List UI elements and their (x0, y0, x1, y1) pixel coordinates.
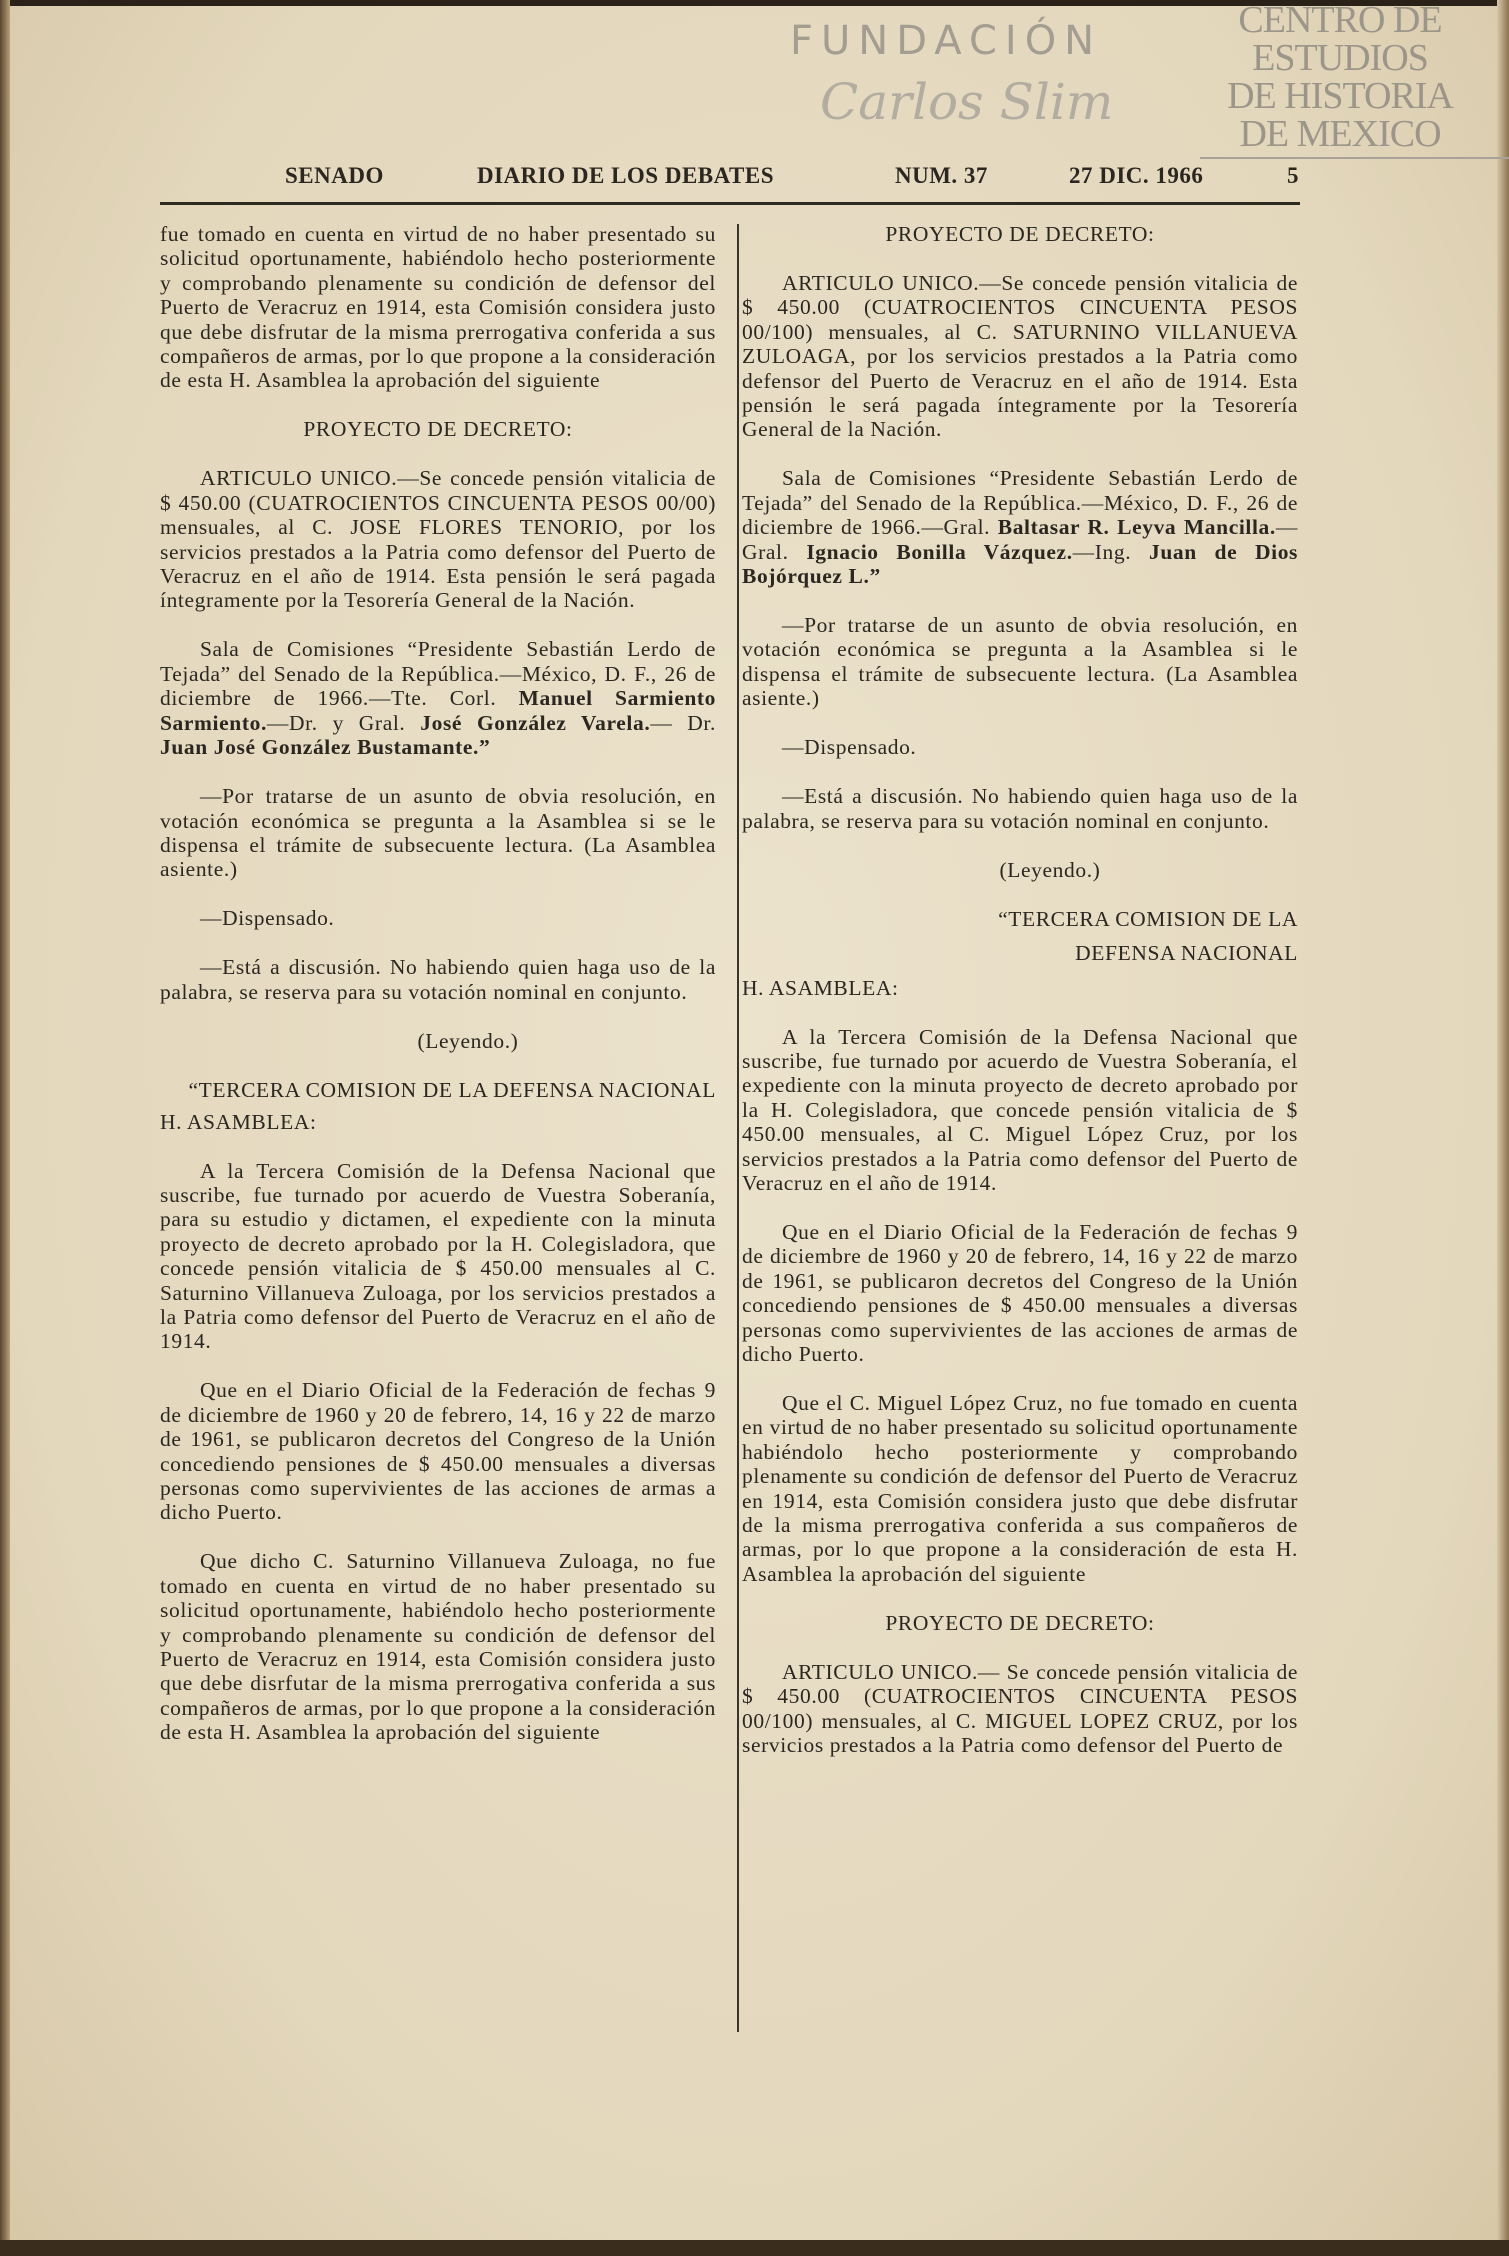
signatory-name: José González Varela. (420, 710, 651, 735)
text-run: Que el C. Miguel López Cruz, no fue tomado en cuenta en virtud de no haber presentado su solicitud oportunamente habiéndolo hecho posteriormente y comprobando plenamente su condición de defensor del Puerto de Veracruz en 1914, esta Comisión considera justo que debe disfrutar de la misma prerrogativa conferida a sus compañeros de armas, por lo que propone a la consideración de esta H. Asamblea la aprobación del siguiente (742, 1390, 1298, 1586)
paragraph (160, 906, 716, 930)
watermark-line: DE MEXICO (1239, 113, 1441, 155)
text-run: Sala de Comisiones “Presidente Sebastián Lerdo de Tejada” del Senado de la República.—México, D. F., 26 de diciembre de 1966.—Tte. Corl. (160, 637, 716, 711)
paragraph (742, 1391, 1298, 1586)
text-run: Que en el Diario Oficial de la Federación de fechas 9 de diciembre de 1960 y 20 de febrero, 14, 16 y 22 de marzo de 1961, se publicaron decretos del Congreso de la Unión concediendo pensiones de $ 450.00 mensuales a diversas personas como supervivientes de las acciones de armas de dicho Puerto. (742, 1219, 1298, 1366)
header-number: NUM. 37 (895, 163, 988, 188)
text-run: “TERCERA COMISION DE LA (998, 906, 1298, 931)
text-run: Sala de Comisiones “Presidente Sebastián Lerdo de Tejada” del Senado de la República.—México, D. F., 26 de diciembre de 1966.—Gral. (742, 466, 1298, 540)
watermark-signature: Carlos Slim (820, 73, 1114, 131)
text-run: —Está a discusión. No habiendo quien haga uso de la palabra, se reserva para su votación nominal en conjunto. (160, 955, 716, 1004)
paragraph (160, 1029, 716, 1053)
paragraph (160, 637, 716, 759)
text-run: H. ASAMBLEA: (742, 975, 899, 1000)
paragraph (742, 271, 1298, 442)
paragraph (160, 784, 716, 882)
paragraph (160, 1110, 716, 1134)
text-run: A la Tercera Comisión de la Defensa Nacional que suscribe, fue turnado por acuerdo de Vuestra Soberanía, el expediente con la minuta proyecto de decreto aprobado por la H. Colegisladora, que concede pensión vitalicia de $ 450.00 mensuales, al C. Miguel López Cruz, por los servicios prestados a la Patria como defensor del Puerto de Veracruz en el año de 1914. (742, 1024, 1298, 1195)
paragraph (742, 976, 1298, 1000)
paragraph (742, 222, 1298, 246)
watermark-foundation: FUNDACIÓN (790, 18, 1103, 64)
text-run: —Ing. (1072, 539, 1149, 564)
scan-edge-right (1497, 0, 1509, 2256)
scan-edge-bottom (0, 2240, 1509, 2256)
text-run: A la Tercera Comisión de la Defensa Nacional que suscribe, fue turnado por acuerdo de Vuestra Soberanía, para su estudio y dictamen, el expediente con la minuta proyecto de decreto aprobado por la H. Colegisladora, que concede pensión vitalicia de $ 450.00 mensuales al C. Saturnino Villanueva Zuloaga, por los servicios prestados a la Patria como defensor del Puerto de Veracruz en el año de 1914. (160, 1158, 716, 1354)
text-run: ARTICULO UNICO.— Se concede pensión vitalicia de $ 450.00 (CUATROCIENTOS CINCUENTA PESOS 00/100) mensuales, al C. MIGUEL LOPEZ CRUZ, por los servicios prestados a la Patria como defensor del Puerto de (742, 1659, 1298, 1758)
text-run: —Dispensado. (782, 735, 917, 760)
text-run: DEFENSA NACIONAL (1075, 941, 1298, 966)
column-divider (737, 224, 739, 2032)
header-date: 27 DIC. 1966 (1069, 163, 1204, 188)
signatory-name: Ignacio Bonilla Vázquez. (806, 539, 1073, 564)
text-run: —Por tratarse de un asunto de obvia resolución, en votación económica se pregunta a la Asamblea si se le dispensa el trámite de subsecuente lectura. (La Asamblea asiente.) (160, 784, 716, 882)
watermark-line: ESTUDIOS (1252, 37, 1428, 79)
signatory-name: Juan de Dios Bojórquez L.” (742, 539, 1299, 589)
paragraph (742, 941, 1298, 965)
text-run: fue tomado en cuenta en virtud de no haber presentado su solicitud oportunamente, habiéndolo hecho posteriormente y comprobando plenamente su condición de defensor del Puerto de Veracruz en 1914, esta Comisión considera justo que debe disfrutar de la misma prerrogativa conferida a sus compañeros de armas, por lo que propone a la consideración de esta H. Asamblea la aprobación del siguiente (160, 222, 716, 393)
header-section: SENADO (285, 163, 384, 188)
text-run: H. ASAMBLEA: (160, 1110, 317, 1135)
text-run: PROYECTO DE DECRETO: (885, 1610, 1155, 1635)
text-run: —Está a discusión. No habiendo quien haga uso de la palabra, se reserva para su votación nominal en conjunto. (742, 784, 1298, 833)
paragraph (160, 1159, 716, 1354)
header-rule (160, 202, 1300, 205)
text-run: —Dr. y Gral. (266, 710, 421, 735)
header-publication: DIARIO DE LOS DEBATES (477, 163, 775, 188)
signatory-name: Manuel Sarmiento Sarmiento. (160, 686, 716, 735)
text-run: PROYECTO DE DECRETO: (303, 417, 573, 442)
paragraph (742, 858, 1298, 882)
left-column (160, 222, 716, 1769)
archive-watermark (790, 0, 1509, 160)
text-run: —Gral. (742, 515, 1298, 564)
paragraph (742, 466, 1298, 588)
paragraph (742, 613, 1298, 711)
signatory-name: Baltasar R. Leyva Mancilla. (997, 515, 1276, 540)
text-run: — Dr. (650, 710, 716, 735)
paragraph (742, 784, 1298, 833)
text-run: ARTICULO UNICO.—Se concede pensión vitalicia de $ 450.00 (CUATROCIENTOS CINCUENTA PESOS 00/100) mensuales, al C. SATURNINO VILLANUEVA ZULOAGA, por los servicios prestados a la Patria como defensor del Puerto de Veracruz en el año de 1914. Esta pensión le será pagada íntegramente por la Tesorería General de la Nación. (742, 271, 1298, 442)
paragraph (160, 1378, 716, 1524)
signatory-name: Juan José González Bustamante.” (160, 735, 491, 760)
running-header (0, 163, 1509, 193)
text-run: ARTICULO UNICO.—Se concede pensión vitalicia de $ 450.00 (CUATROCIENTOS CINCUENTA PESOS 00/00) mensuales, al C. JOSE FLORES TENORIO, por los servicios prestados a la Patria como defensor del Puerto de Veracruz en el año de 1914. Esta pensión le será pagada íntegramente por la Tesorería General de la Nación. (160, 466, 716, 613)
text-run: Que en el Diario Oficial de la Federación de fechas 9 de diciembre de 1960 y 20 de febrero, 14, 16 y 22 de marzo de 1961, se publicaron decretos del Congreso de la Unión concediendo pensiones de $ 450.00 mensuales a diversas personas como supervivientes de las acciones de armas a dicho Puerto. (160, 1378, 716, 1525)
paragraph (160, 1549, 716, 1744)
watermark-line: CENTRO DE (1238, 0, 1442, 41)
paragraph (742, 1025, 1298, 1196)
paragraph (742, 907, 1298, 931)
paragraph (742, 735, 1298, 759)
watermark-line: DE HISTORIA (1227, 75, 1453, 117)
right-column (742, 222, 1298, 1782)
text-run: —Dispensado. (200, 906, 335, 931)
paragraph (160, 1078, 716, 1102)
text-run: —Por tratarse de un asunto de obvia resolución, en votación económica se pregunta a la Asamblea si le dispensa el trámite de subsecuente lectura. (La Asamblea asiente.) (742, 613, 1298, 711)
paragraph (160, 466, 716, 612)
paragraph (160, 222, 716, 393)
paragraph (160, 955, 716, 1004)
text-run: “TERCERA COMISION DE LA DEFENSA NACIONAL (188, 1077, 716, 1102)
header-page-number: 5 (1287, 163, 1299, 188)
paragraph (160, 417, 716, 441)
text-run: PROYECTO DE DECRETO: (885, 222, 1155, 246)
scan-edge-left (0, 0, 10, 2256)
text-run: (Leyendo.) (417, 1028, 519, 1053)
watermark-rule (1200, 157, 1509, 159)
paragraph (742, 1611, 1298, 1635)
text-run: Que dicho C. Saturnino Villanueva Zuloaga, no fue tomado en cuenta en virtud de no haber presentado su solicitud oportunamente, habiéndolo hecho posteriormente y comprobando plenamente su condición de defensor del Puerto de Veracruz en 1914, esta Comisión considera justo que debe disrfutar de la misma prerrogativa conferida a sus compañeros de armas, por lo que propone a la consideración de esta H. Asamblea la aprobación del siguiente (160, 1549, 716, 1745)
paragraph (742, 1660, 1298, 1758)
text-run: (Leyendo.) (999, 857, 1101, 882)
paragraph (742, 1220, 1298, 1366)
